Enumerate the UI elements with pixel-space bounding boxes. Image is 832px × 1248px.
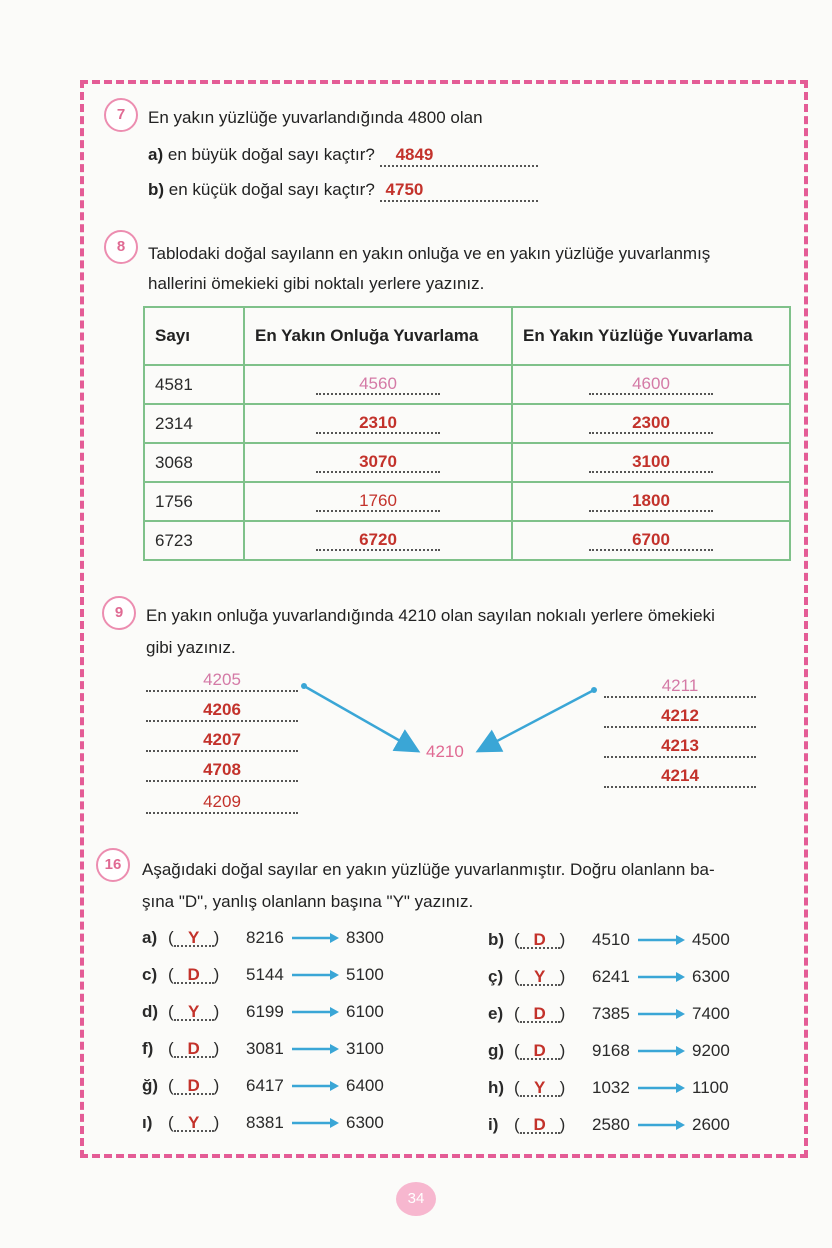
q9-right-blank-3[interactable]: 4213 xyxy=(604,736,756,758)
answer-field[interactable]: D xyxy=(174,1042,214,1058)
hundreds-answer[interactable]: 1800 xyxy=(589,492,713,512)
item-letter: h) xyxy=(488,1078,505,1097)
q16-item-c xyxy=(142,965,384,985)
question-8-stem-line1: Tablodaki doğal sayılann en yakın onluğa ve en yakın yüzlüğe yuvarlanmış xyxy=(148,244,711,263)
answer-field[interactable]: D xyxy=(174,1079,214,1095)
question-16-number: 16 xyxy=(96,848,130,882)
answer-field[interactable]: Y xyxy=(520,1081,560,1097)
tens-answer[interactable]: 6720 xyxy=(316,531,440,551)
q16-item-h xyxy=(488,1078,729,1098)
q16-item-dotless-i xyxy=(142,1113,384,1133)
rounded-value: 8300 xyxy=(346,928,384,947)
q9-right-blank-2[interactable]: 4212 xyxy=(604,706,756,728)
right-arrow-icon xyxy=(638,1008,686,1020)
q9-left-blank-2[interactable]: 4206 xyxy=(146,700,298,722)
q7a-text: en büyük doğal sayı kaçtır? xyxy=(167,145,375,164)
answer-paren: ( Y ) xyxy=(168,928,220,947)
rounded-value: 1100 xyxy=(692,1078,729,1097)
original-value: 4510 xyxy=(592,930,630,949)
q9-left-blank-3[interactable]: 4207 xyxy=(146,730,298,752)
right-arrow-icon xyxy=(292,969,340,981)
q7b-answer: 4750 xyxy=(385,180,424,199)
right-arrow-icon xyxy=(638,971,686,983)
rounded-value: 9200 xyxy=(692,1041,730,1060)
right-arrow-icon xyxy=(638,934,686,946)
question-7-number: 7 xyxy=(104,98,138,132)
rounded-value: 6100 xyxy=(346,1002,384,1021)
original-value: 7385 xyxy=(592,1004,630,1023)
rounded-value: 5100 xyxy=(346,965,384,984)
q16-item-a xyxy=(142,928,384,948)
q9-center-value: 4210 xyxy=(426,742,464,761)
item-letter: ı) xyxy=(142,1113,153,1132)
right-arrow-icon xyxy=(292,1006,340,1018)
item-letter: d) xyxy=(142,1002,159,1021)
original-value: 6199 xyxy=(246,1002,284,1021)
answer-field[interactable]: D xyxy=(174,968,214,984)
header-tens: En Yakın Onluğa Yuvarlama xyxy=(244,307,512,365)
original-value: 2580 xyxy=(592,1115,630,1134)
q16-item-f xyxy=(142,1039,384,1059)
q16-item-e xyxy=(488,1004,730,1024)
item-letter: i) xyxy=(488,1115,499,1134)
rounded-value: 2600 xyxy=(692,1115,730,1134)
answer-paren: ( Y ) xyxy=(514,1078,566,1097)
question-16-stem-line1: Aşağıdaki doğal sayılar en yakın yüzlüğe yuvarlanmıştır. Doğru olanlann ba- xyxy=(142,860,715,879)
item-letter: b) xyxy=(488,930,505,949)
q16-item-g-breve xyxy=(142,1076,384,1096)
q9-left-blank-4[interactable]: 4708 xyxy=(146,760,298,782)
item-letter: ç) xyxy=(488,967,504,986)
header-number: Sayı xyxy=(144,307,244,365)
answer-field[interactable]: D xyxy=(520,1044,560,1060)
q16-item-d xyxy=(142,1002,384,1022)
q9-right-blank-4[interactable]: 4214 xyxy=(604,766,756,788)
tens-answer[interactable]: 2310 xyxy=(316,414,440,434)
answer-paren: ( D ) xyxy=(168,1076,220,1095)
question-7-stem: En yakın yüzlüğe yuvarlandığında 4800 olan xyxy=(148,108,483,127)
q9-right-blank-1[interactable]: 4211 xyxy=(604,676,756,698)
original-value: 8216 xyxy=(246,928,284,947)
tens-answer[interactable]: 4560 xyxy=(316,375,440,395)
item-letter: g) xyxy=(488,1041,505,1060)
answer-paren: ( D ) xyxy=(514,1004,566,1023)
rounded-value: 6400 xyxy=(346,1076,384,1095)
right-arrow-icon xyxy=(292,1080,340,1092)
q16-item-g xyxy=(488,1041,730,1061)
original-value: 6241 xyxy=(592,967,630,986)
answer-field[interactable]: D xyxy=(520,1118,560,1134)
q7b-label: b) xyxy=(148,180,165,199)
question-9-stem-line1: En yakın onluğa yuvarlandığında 4210 olan sayılan nokıalı yerlere ömekieki xyxy=(146,606,715,625)
original-value: 3081 xyxy=(246,1039,284,1058)
original-value: 5144 xyxy=(246,965,284,984)
answer-field[interactable]: Y xyxy=(174,1005,214,1021)
answer-paren: ( Y ) xyxy=(168,1002,220,1021)
q7a-label: a) xyxy=(148,145,164,164)
q16-item-b xyxy=(488,930,730,950)
right-arrow-icon xyxy=(292,1117,340,1129)
q7a-answer: 4849 xyxy=(395,145,434,164)
question-16-stem-line2: şına "D", yanlış olanlann başına "Y" yazınız. xyxy=(142,892,474,911)
question-9-number: 9 xyxy=(102,596,136,630)
answer-field[interactable]: D xyxy=(520,1007,560,1023)
answer-paren: ( Y ) xyxy=(168,1113,220,1132)
q16-item-i xyxy=(488,1115,730,1135)
original-value: 1032 xyxy=(592,1078,630,1097)
rounded-value: 6300 xyxy=(692,967,730,986)
row-number: 1756 xyxy=(144,482,244,521)
right-arrow-icon xyxy=(638,1082,686,1094)
answer-paren: ( D ) xyxy=(168,1039,220,1058)
item-letter: ğ) xyxy=(142,1076,159,1095)
original-value: 8381 xyxy=(246,1113,284,1132)
tens-answer[interactable]: 1760 xyxy=(316,492,440,512)
rounded-value: 4500 xyxy=(692,930,730,949)
hundreds-answer[interactable]: 3100 xyxy=(589,453,713,473)
item-letter: e) xyxy=(488,1004,504,1023)
answer-field[interactable]: Y xyxy=(520,970,560,986)
q7b-text: en küçük doğal sayı kaçtır? xyxy=(168,180,375,199)
question-8-number: 8 xyxy=(104,230,138,264)
right-arrow-icon xyxy=(638,1045,686,1057)
item-letter: a) xyxy=(142,928,158,947)
q9-left-blank-5[interactable]: 4209 xyxy=(146,792,298,814)
row-number: 3068 xyxy=(144,443,244,482)
header-hundreds: En Yakın Yüzlüğe Yuvarlama xyxy=(512,307,790,365)
right-arrow-icon xyxy=(638,1119,686,1131)
item-letter: f) xyxy=(142,1039,154,1058)
rounded-value: 6300 xyxy=(346,1113,384,1132)
rounded-value: 7400 xyxy=(692,1004,730,1023)
question-9-stem-line2: gibi yazınız. xyxy=(146,638,236,657)
hundreds-answer[interactable]: 2300 xyxy=(589,414,713,434)
answer-paren: ( D ) xyxy=(514,1115,566,1134)
row-number: 6723 xyxy=(144,521,244,560)
rounded-value: 3100 xyxy=(346,1039,384,1058)
answer-field[interactable]: D xyxy=(520,933,560,949)
q16-item-c-cedilla xyxy=(488,967,730,987)
row-number: 4581 xyxy=(144,365,244,404)
right-arrow-icon xyxy=(292,932,340,944)
item-letter: c) xyxy=(142,965,158,984)
answer-paren: ( D ) xyxy=(514,1041,566,1060)
tens-answer[interactable]: 3070 xyxy=(316,453,440,473)
original-value: 9168 xyxy=(592,1041,630,1060)
page-number: 34 xyxy=(396,1182,436,1216)
left-arrow xyxy=(304,686,416,750)
original-value: 6417 xyxy=(246,1076,284,1095)
q9-left-blank-1[interactable]: 4205 xyxy=(146,670,298,692)
right-arrow xyxy=(480,690,594,750)
hundreds-answer[interactable]: 6700 xyxy=(589,531,713,551)
answer-field[interactable]: Y xyxy=(174,1116,214,1132)
hundreds-answer[interactable]: 4600 xyxy=(589,375,713,395)
right-arrow-icon xyxy=(292,1043,340,1055)
row-number: 2314 xyxy=(144,404,244,443)
answer-paren: ( D ) xyxy=(514,930,566,949)
answer-paren: ( D ) xyxy=(168,965,220,984)
answer-paren: ( Y ) xyxy=(514,967,566,986)
answer-field[interactable]: Y xyxy=(174,931,214,947)
question-8-stem-line2: hallerini ömekieki gibi noktalı yerlere yazınız. xyxy=(148,274,485,293)
